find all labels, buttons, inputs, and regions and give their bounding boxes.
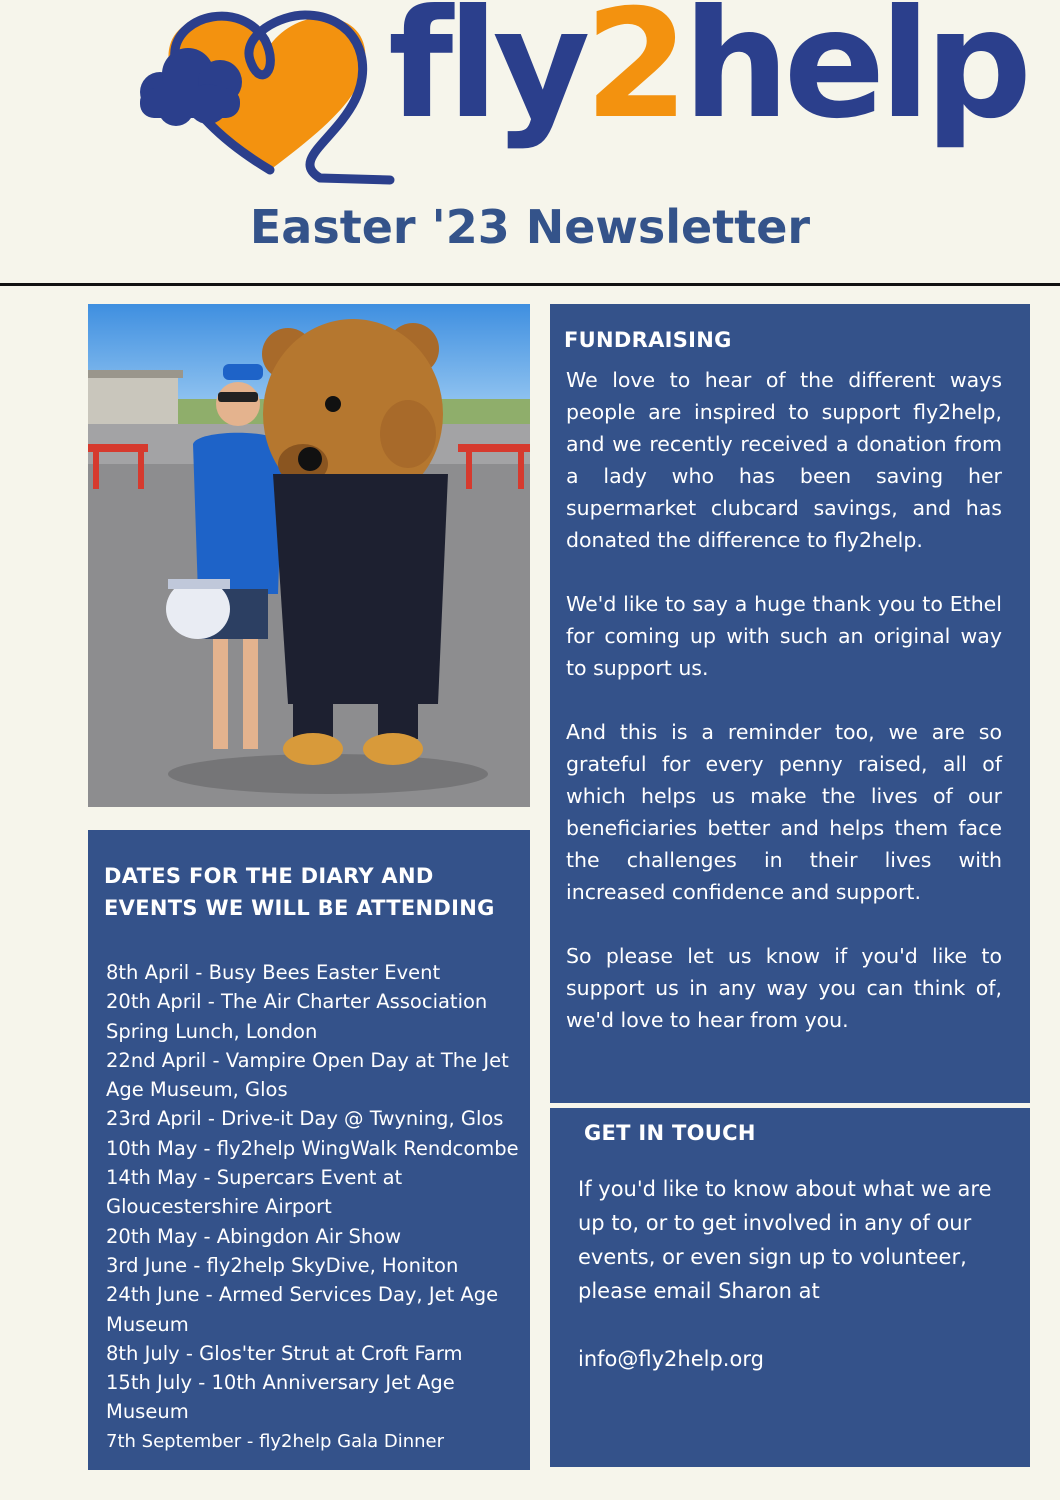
fundraising-paragraph: So please let us know if you'd like to support us in any way you can think of, we'd love to hear from you. [566,944,1002,1032]
contact-email-link[interactable]: info@fly2help.org [578,1347,764,1371]
contact-text: If you'd like to know about what we are up to, or to get involved in any of our events, or even sign up to volunteer, please email Sharon at [578,1177,992,1303]
newsletter-title: Easter '23 Newsletter [249,200,811,254]
brand-name-part1: fly [388,0,585,152]
event-item: 20th April - The Air Charter Association Spring Lunch, London [106,990,488,1043]
fundraising-paragraph: We love to hear of the different ways people are inspired to support fly2help, and we recently received a donation from a lady who has been saving her supermarket clubcard savings, and has donated the difference to fly2help. [566,368,1002,552]
diary-heading: DATES FOR THE DIARY AND EVENTS WE WILL BE ATTENDING [104,864,495,920]
event-item: 24th June - Armed Services Day, Jet Age Museum [106,1283,499,1336]
fundraising-heading: FUNDRAISING [564,328,732,352]
brand-name-part3: help [682,0,1027,152]
contact-panel [550,1108,1030,1467]
brand-wordmark [388,0,1027,152]
contact-heading: GET IN TOUCH [584,1121,756,1145]
event-item: 14th May - Supercars Event at Gloucestershire Airport [106,1166,403,1219]
event-item: 22nd April - Vampire Open Day at The Jet Age Museum, Glos [106,1048,509,1102]
event-item: 8th July - Glos'ter Strut at Croft Farm [106,1341,463,1365]
fundraising-paragraph: And this is a reminder too, we are so grateful for every penny raised, all of which helps us make the lives of our beneficiaries better and helps them face the challenges in their lives with increased confidence and support. [566,720,1002,904]
photo-volunteer-with-bear-mascot [88,304,530,807]
event-item: 15th July - 10th Anniversary Jet Age Museum [106,1371,455,1424]
fundraising-body [566,364,1002,1068]
event-item: 10th May - fly2help WingWalk Rendcombe [106,1136,519,1160]
event-item: 7th September - fly2help Gala Dinner [106,1430,445,1452]
fundraising-panel [550,304,1030,1103]
fundraising-paragraph: We'd like to say a huge thank you to Ethel for coming up with such an original way to support us. [566,592,1002,680]
diary-panel [88,830,530,1470]
brand-name-part2: 2 [584,0,683,152]
event-item: 3rd June - fly2help SkyDive, Honiton [106,1253,459,1277]
events-list [106,958,526,1456]
event-item: 8th April - Busy Bees Easter Event [106,961,441,984]
header-divider [0,283,1060,286]
event-item: 23rd April - Drive-it Day @ Twyning, Glos [106,1107,504,1131]
event-item: 20th May - Abingdon Air Show [106,1224,402,1248]
